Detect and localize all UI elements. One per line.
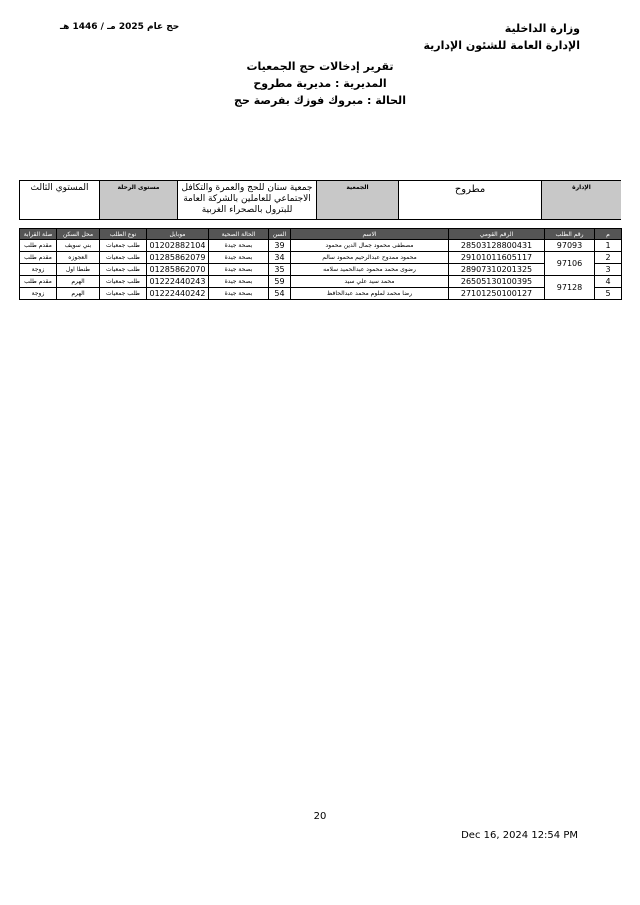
- hijri-year: حج عام 2025 مـ / 1446 هـ: [60, 22, 180, 32]
- row-number: 4: [595, 276, 622, 288]
- age: 59: [269, 276, 291, 288]
- department-name: الإدارة العامة للشئون الإدارية: [423, 39, 580, 52]
- health-status: بصحة جيدة: [209, 264, 269, 276]
- national-id: 28503128800431: [449, 240, 545, 252]
- ministry-header: [423, 20, 580, 54]
- assoc-label: الجمعية: [316, 181, 398, 219]
- relation: مقدم طلب: [20, 252, 57, 264]
- mobile: 01285862070: [147, 264, 209, 276]
- participants-table: [19, 228, 622, 300]
- level-label: مستوى الرحلة: [99, 181, 177, 219]
- relation: زوجة: [20, 288, 57, 300]
- age: 34: [269, 252, 291, 264]
- request-number: 97093: [545, 240, 595, 252]
- request-type: طلب جمعيات: [100, 240, 147, 252]
- row-number: 5: [595, 288, 622, 300]
- col-header: الحالة الصحية: [209, 229, 269, 240]
- age: 35: [269, 264, 291, 276]
- table-row: [20, 276, 622, 288]
- health-status: بصحة جيدة: [209, 252, 269, 264]
- table-row: [20, 252, 622, 264]
- relation: زوجة: [20, 264, 57, 276]
- info-box: [19, 180, 621, 220]
- request-type: طلب جمعيات: [100, 264, 147, 276]
- person-name: مصطفى محمود جمال الدين محمود: [291, 240, 449, 252]
- residence: الهرم: [57, 276, 100, 288]
- table-header-row: [20, 229, 622, 240]
- health-status: بصحة جيدة: [209, 240, 269, 252]
- status-title: الحالة : مبروك فوزك بفرصة حج: [234, 94, 406, 107]
- print-timestamp: Dec 16, 2024 12:54 PM: [461, 830, 578, 841]
- age: 54: [269, 288, 291, 300]
- request-type: طلب جمعيات: [100, 276, 147, 288]
- residence: العجوزه: [57, 252, 100, 264]
- national-id: 26505130100395: [449, 276, 545, 288]
- ministry-name: وزارة الداخلية: [504, 22, 580, 35]
- admin-value: مطروح: [398, 181, 541, 219]
- col-header: صلة القرابة: [20, 229, 57, 240]
- col-header: موبايل: [147, 229, 209, 240]
- request-number: 97106: [545, 252, 595, 276]
- assoc-value: جمعية سنان للحج والعمرة والتكافل الاجتماعي للعاملين بالشركة العامة للبترول بالصحراء الغربية: [177, 181, 316, 219]
- national-id: 28907310201325: [449, 264, 545, 276]
- col-header: م: [595, 229, 622, 240]
- residence: طنطا اول: [57, 264, 100, 276]
- page-number: 20: [313, 811, 327, 822]
- age: 39: [269, 240, 291, 252]
- col-header: محل السكن: [57, 229, 100, 240]
- relation: مقدم طلب: [20, 276, 57, 288]
- person-name: رضوى محمد محمود عبدالحميد سلامه: [291, 264, 449, 276]
- directorate-title: المديرية : مديرية مطروح: [253, 77, 387, 90]
- residence: بني سويف: [57, 240, 100, 252]
- residence: الهرم: [57, 288, 100, 300]
- row-number: 3: [595, 264, 622, 276]
- report-title: تقرير إدخالات حج الجمعيات: [246, 60, 394, 73]
- row-number: 1: [595, 240, 622, 252]
- mobile: 01222440243: [147, 276, 209, 288]
- row-number: 2: [595, 252, 622, 264]
- relation: مقدم طلب: [20, 240, 57, 252]
- col-header: رقم الطلب: [545, 229, 595, 240]
- request-type: طلب جمعيات: [100, 252, 147, 264]
- report-titles: [0, 58, 640, 109]
- person-name: رضا محمد لملوم محمد عبدالحافظ: [291, 288, 449, 300]
- col-header: الرقم القومي: [449, 229, 545, 240]
- table-row: [20, 240, 622, 252]
- national-id: 29101011605117: [449, 252, 545, 264]
- person-name: محمد سيد علي سيد: [291, 276, 449, 288]
- health-status: بصحة جيدة: [209, 276, 269, 288]
- level-value: المستوي الثالث: [30, 183, 89, 193]
- col-header: نوع الطلب: [100, 229, 147, 240]
- col-header: الاسم: [291, 229, 449, 240]
- national-id: 27101250100127: [449, 288, 545, 300]
- person-name: محمود ممدوح عبدالرحيم محمود سالم: [291, 252, 449, 264]
- table-row: [20, 288, 622, 300]
- admin-label: الإدارة: [541, 181, 621, 219]
- mobile: 01222440242: [147, 288, 209, 300]
- request-number: 97128: [545, 276, 595, 300]
- mobile: 01202882104: [147, 240, 209, 252]
- mobile: 01285862079: [147, 252, 209, 264]
- request-type: طلب جمعيات: [100, 288, 147, 300]
- health-status: بصحة جيدة: [209, 288, 269, 300]
- col-header: السن: [269, 229, 291, 240]
- table-row: [20, 264, 622, 276]
